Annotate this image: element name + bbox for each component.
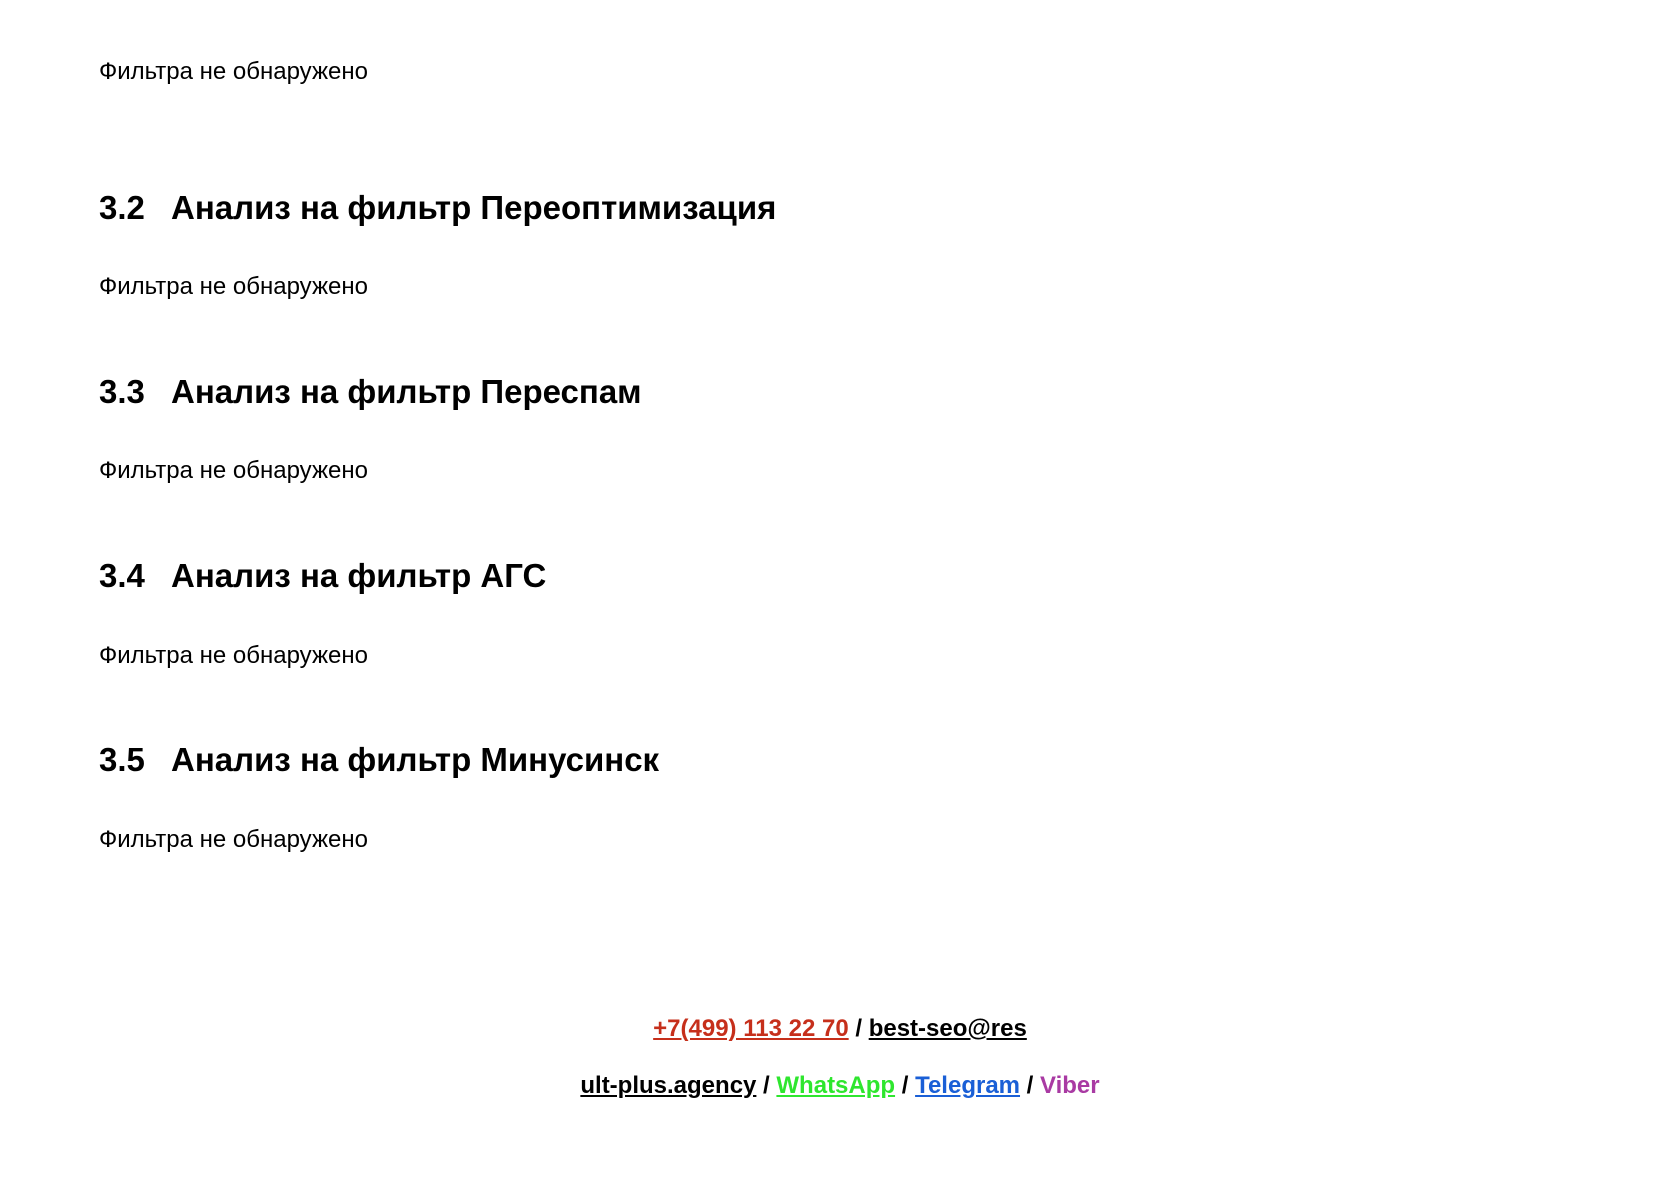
separator: / [895, 1072, 916, 1099]
section-number: 3.3 [99, 373, 145, 410]
footer-contacts-line-1 [0, 1015, 1680, 1043]
email-link[interactable]: ult-plus.agency [580, 1072, 757, 1099]
section-result-text: Фильтра не обнаружено [99, 273, 368, 300]
section-number: 3.2 [99, 189, 145, 226]
phone-link[interactable]: +7(499) 113 22 70 [653, 1015, 849, 1042]
section-result-text: Фильтра не обнаружено [99, 457, 368, 484]
section-result-text: Фильтра не обнаружено [99, 642, 368, 669]
email-link[interactable]: best-seo@res [868, 1015, 1027, 1042]
section-title: Анализ на фильтр Переоптимизация [171, 189, 777, 226]
intro-result-text: Фильтра не обнаружено [99, 58, 368, 85]
separator: / [1020, 1072, 1041, 1099]
section-heading-3-3 [99, 373, 642, 411]
section-title: Анализ на фильтр АГС [171, 557, 547, 594]
section-number: 3.5 [99, 741, 145, 778]
viber-text: Viber [1040, 1072, 1100, 1099]
telegram-link[interactable]: Telegram [915, 1072, 1021, 1099]
section-heading-3-4 [99, 557, 546, 595]
separator: / [848, 1015, 869, 1042]
section-title: Анализ на фильтр Переспам [171, 373, 642, 410]
section-heading-3-5 [99, 741, 659, 779]
section-heading-3-2 [99, 189, 776, 227]
section-title: Анализ на фильтр Минусинск [171, 741, 660, 778]
section-number: 3.4 [99, 557, 145, 594]
footer-contacts-line-2 [0, 1072, 1680, 1100]
whatsapp-link[interactable]: WhatsApp [776, 1072, 896, 1099]
section-result-text: Фильтра не обнаружено [99, 826, 368, 853]
separator: / [756, 1072, 777, 1099]
